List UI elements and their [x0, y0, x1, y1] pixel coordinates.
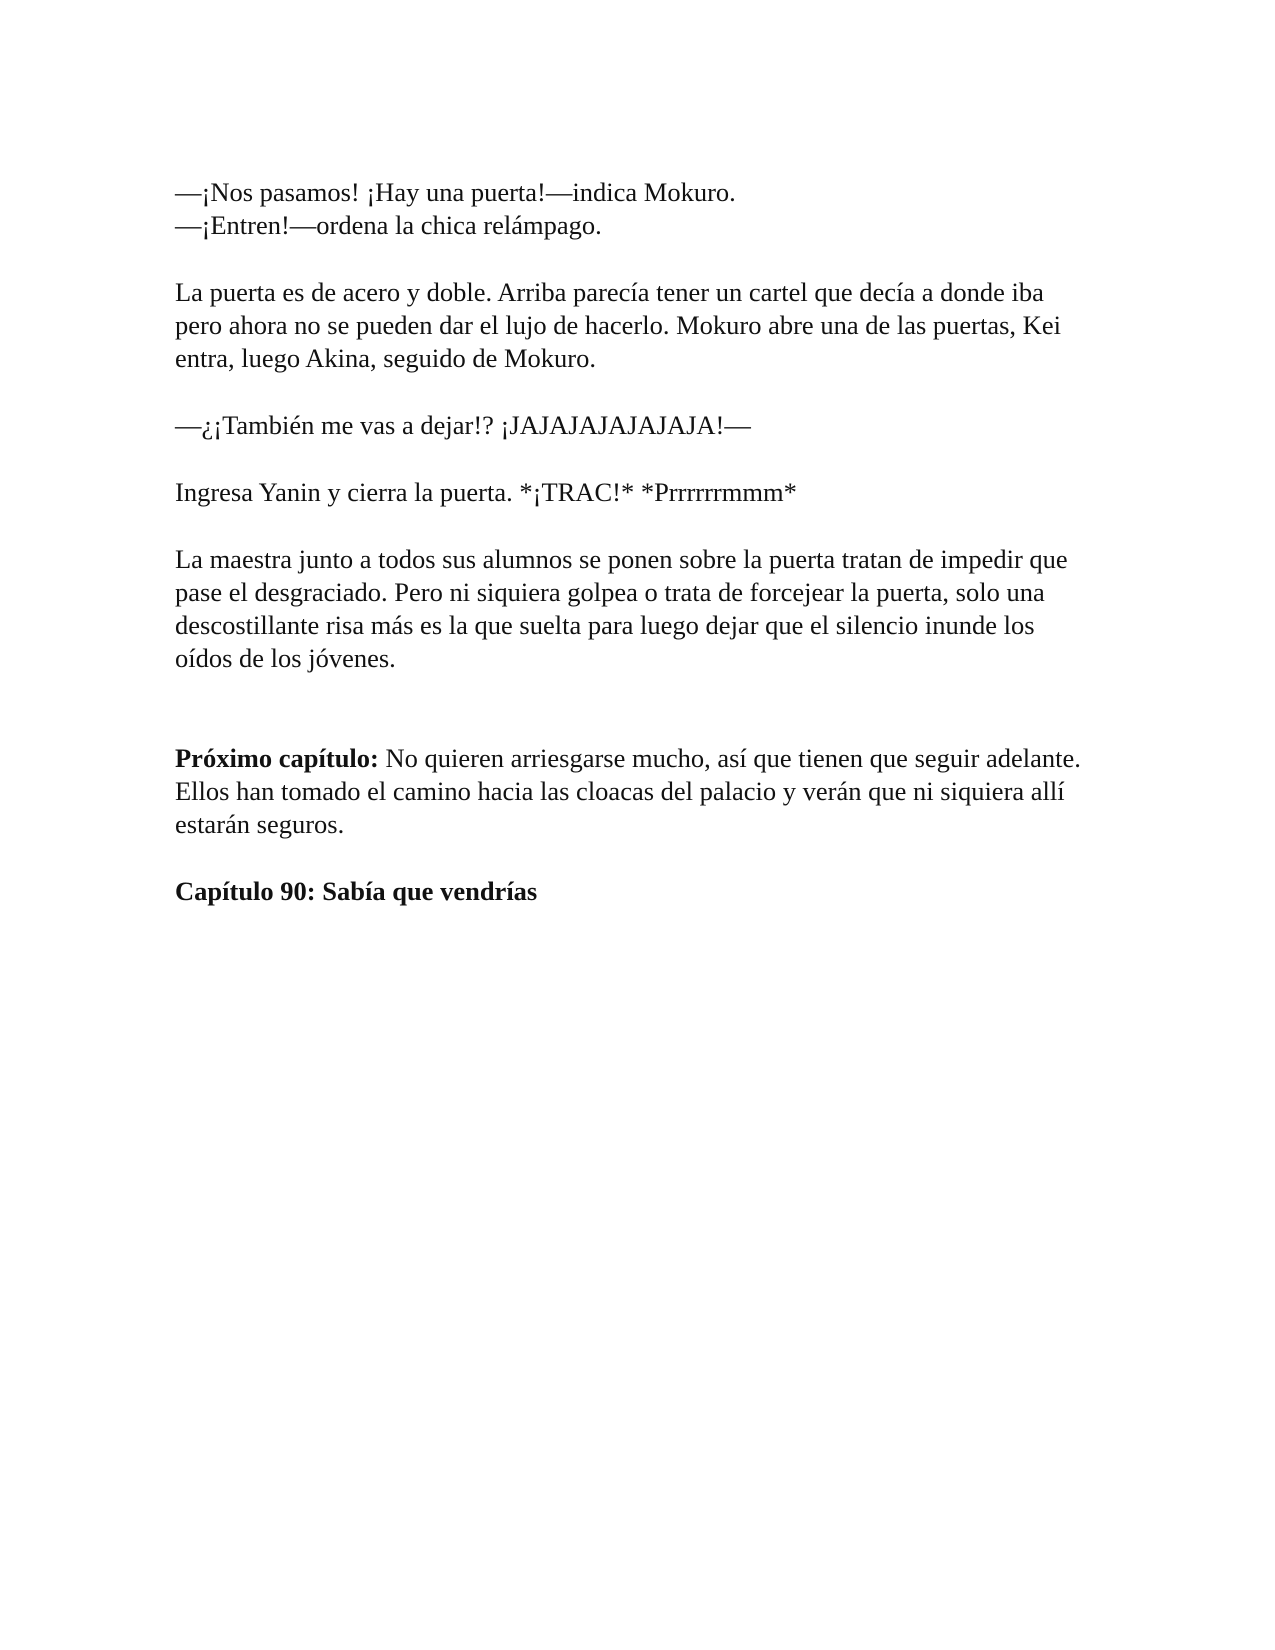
next-chapter-paragraph	[175, 742, 1095, 841]
document-page	[175, 176, 1095, 908]
section-spacer	[175, 675, 1095, 742]
paragraph-spacer	[175, 442, 1095, 476]
paragraph-teacher: La maestra junto a todos sus alumnos se ponen sobre la puerta tratan de impedir que pase el desgraciado. Pero ni siquiera golpea o trata de forcejear la puerta, solo una descostillante risa más es la que suelta para luego dejar que el silencio inunde los oídos de los jóvenes.	[175, 544, 1068, 673]
paragraph-laugh: —¿¡También me vas a dejar!? ¡JAJAJAJAJAJAJA!—	[175, 410, 751, 440]
paragraph-yanin: Ingresa Yanin y cierra la puerta. *¡TRAC!* *Prrrrrrmmm*	[175, 477, 797, 507]
paragraph-spacer	[175, 841, 1095, 875]
paragraph-spacer	[175, 375, 1095, 409]
paragraph-spacer	[175, 509, 1095, 543]
dialogue-line-1: —¡Nos pasamos! ¡Hay una puerta!—indica Mokuro.	[175, 177, 736, 207]
paragraph-door: La puerta es de acero y doble. Arriba parecía tener un cartel que decía a donde iba pero ahora no se pueden dar el lujo de hacerlo. Mokuro abre una de las puertas, Kei entra, luego Akina, seguido de Mokuro.	[175, 277, 1061, 373]
chapter-title: Capítulo 90: Sabía que vendrías	[175, 876, 538, 906]
next-chapter-text: No quieren arriesgarse mucho, así que tienen que seguir adelante. Ellos han tomado el camino hacia las cloacas del palacio y verán que ni siquiera allí estarán seguros.	[175, 743, 1081, 839]
next-chapter-label: Próximo capítulo:	[175, 743, 379, 773]
paragraph-spacer	[175, 242, 1095, 276]
dialogue-line-2: —¡Entren!—ordena la chica relámpago.	[175, 210, 602, 240]
